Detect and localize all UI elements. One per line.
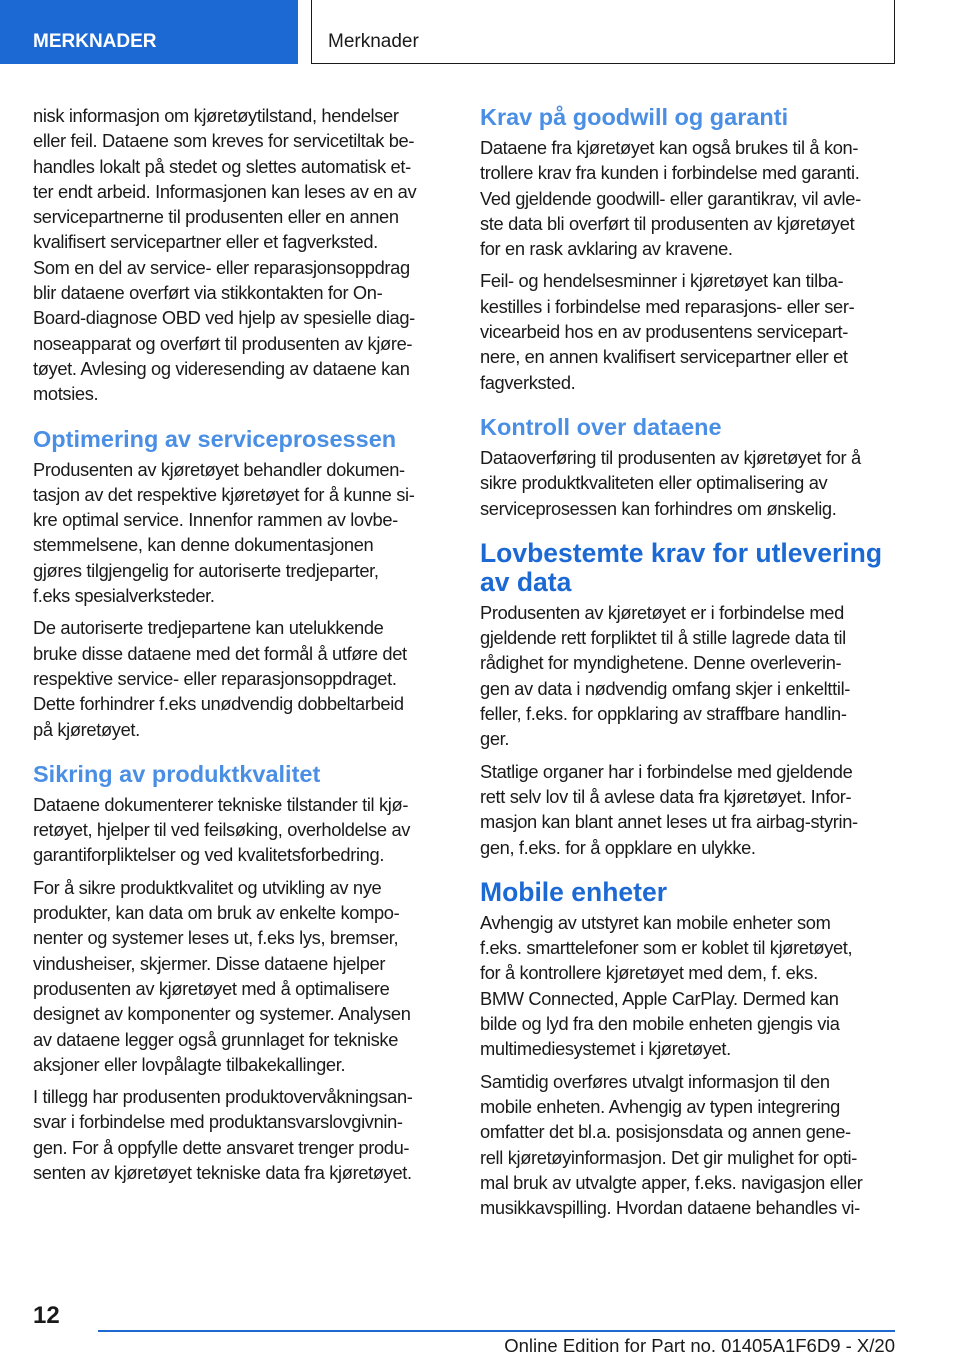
footer-edition: Online Edition for Part no. 01405A1F6D9 - X/20 xyxy=(504,1335,895,1356)
paragraph: De autoriserte tredjepartene kan utelukkende bruke disse dataene med det formål å utføre det respektive service- eller reparasjonsoppdraget. Dette forhindrer f.eks unødvendig dobbeltarbeid på kjøretøyet. xyxy=(33,617,407,740)
heading-kontroll: Kontroll over dataene xyxy=(480,413,722,440)
paragraph: Samtidig overføres utvalgt informasjon til den mobile enheten. Avhengig av typen integrering omfatter det bl.a. posisjonsdata og annen gene- rell kjøretøyinformasjon. Det gir mulighet for opti- mal bruk av utvalgte apper, f.eks. navigasjon eller musikkavspilling. Hvordan dataene behandles vi- xyxy=(480,1070,863,1219)
heading-lovbestemte: Lovbestemte krav for utlevering av data xyxy=(480,537,883,597)
heading-mobile: Mobile enheter xyxy=(480,876,668,907)
paragraph: Statlige organer har i forbindelse med gjeldende rett selv lov til å avlese data fra kjøretøyet. Infor- masjon kan blant annet leses ut fra airbag-styrin- gen, f.eks. for å oppklare en ulykke. xyxy=(480,760,858,858)
paragraph: Dataene dokumenterer tekniske tilstander til kjø- retøyet, hjelper til ved feilsøking, overholdelse av garantiforpliktelser og ved kvalitetsforbedring. xyxy=(33,793,411,866)
footer-divider xyxy=(98,1330,895,1332)
paragraph: Produsenten av kjøretøyet behandler dokumen- tasjon av det respektive kjøretøyet for å kunne si- kre optimal service. Innenfor rammen av lovbe- stemmelsene, kan denne dokumentasjonen gjøres tilgjengelig for autoriserte tredjeparter, f.eks spesialverksteder. xyxy=(33,458,415,607)
paragraph: I tillegg har produsenten produktovervåkningsan- svar i forbindelse med produktansvarslovgivnin- gen. For å oppfylle dette ansvaret trenger produ- senten av kjøretøyet tekniske data fra kjøretøyet. xyxy=(33,1086,413,1183)
page-number: 12 xyxy=(33,1302,60,1329)
paragraph: Avhengig av utstyret kan mobile enheter som f.eks. smarttelefoner som er koblet til kjøretøyet, for å kontrollere kjøretøyet med dem, f. eks. BMW Connected, Apple CarPlay. Dermed kan bilde og lyd fra den mobile enheten gjengis via multimediesystemet i kjøretøyet. xyxy=(480,911,853,1060)
heading-sikring: Sikring av produktkvalitet xyxy=(33,760,321,787)
page-title: Merknader xyxy=(311,0,895,64)
section-tab: MERKNADER xyxy=(0,0,298,64)
heading-krav: Krav på goodwill og garanti xyxy=(480,104,789,130)
paragraph: Dataoverføring til produsenten av kjøretøyet for å sikre produktkvaliteten eller optimalisering av serviceprosessen kan forhindres om ønskelig. xyxy=(480,446,861,519)
paragraph: Dataene fra kjøretøyet kan også brukes til å kon- trollere krav fra kunden i forbindelse med garanti. Ved gjeldende goodwill- eller garantikrav, vil avle- ste data bli overført til produsenten av kjøretøyet for en rask avklaring av kravene. xyxy=(480,137,861,260)
paragraph: Feil- og hendelsesminner i kjøretøyet kan tilba- kestilles i forbindelse med reparasjons- eller ser- vicearbeid hos en av produsentens servicepart- nere, en annen kvalifisert servicepartner eller et fagverksted. xyxy=(480,270,855,393)
paragraph: For å sikre produktkvalitet og utvikling av nye produkter, kan data om bruk av enkelte kompo- nenter og systemer leses ut, f.eks lys, bremser, vindusheiser, skjermer. Disse dataene hjelper produsenten av kjøretøyet med å optimalisere designet av komponenter og systemer. Analysen av dataene legger også grunnlaget for tekniske aksjoner eller lovpålagte tilbakekallinger. xyxy=(33,876,411,1075)
paragraph: nisk informasjon om kjøretøytilstand, hendelser eller feil. Dataene som kreves for servicetiltak be- handles lokalt på stedet og slettes automatisk et- ter endt arbeid. Informasjonen kan leses av en av servicepartnerne til produsenten eller en annen kvalifisert servicepartner eller et fagverksted. Som en del av service- eller reparasjonsoppdrag blir dataene overført via stikkontakten for On- Board-diagnose OBD ved hjelp av spesielle diag- noseapparat og overført til produsenten av kjøre- tøyet. Avlesing og videresending av dataene kan motsies. xyxy=(33,105,417,405)
right-column xyxy=(480,103,896,1227)
heading-optimering: Optimering av serviceprosessen xyxy=(33,425,397,452)
paragraph: Produsenten av kjøretøyet er i forbindelse med gjeldende rett forpliktet til å stille lagrede data til rådighet for myndighetene. Denne overleverin- gen av data i nødvendig omfang skjer i enkelttil- feller, f.eks. for oppklaring av straffbare handlin- ger. xyxy=(480,601,851,750)
left-column xyxy=(33,103,449,1192)
